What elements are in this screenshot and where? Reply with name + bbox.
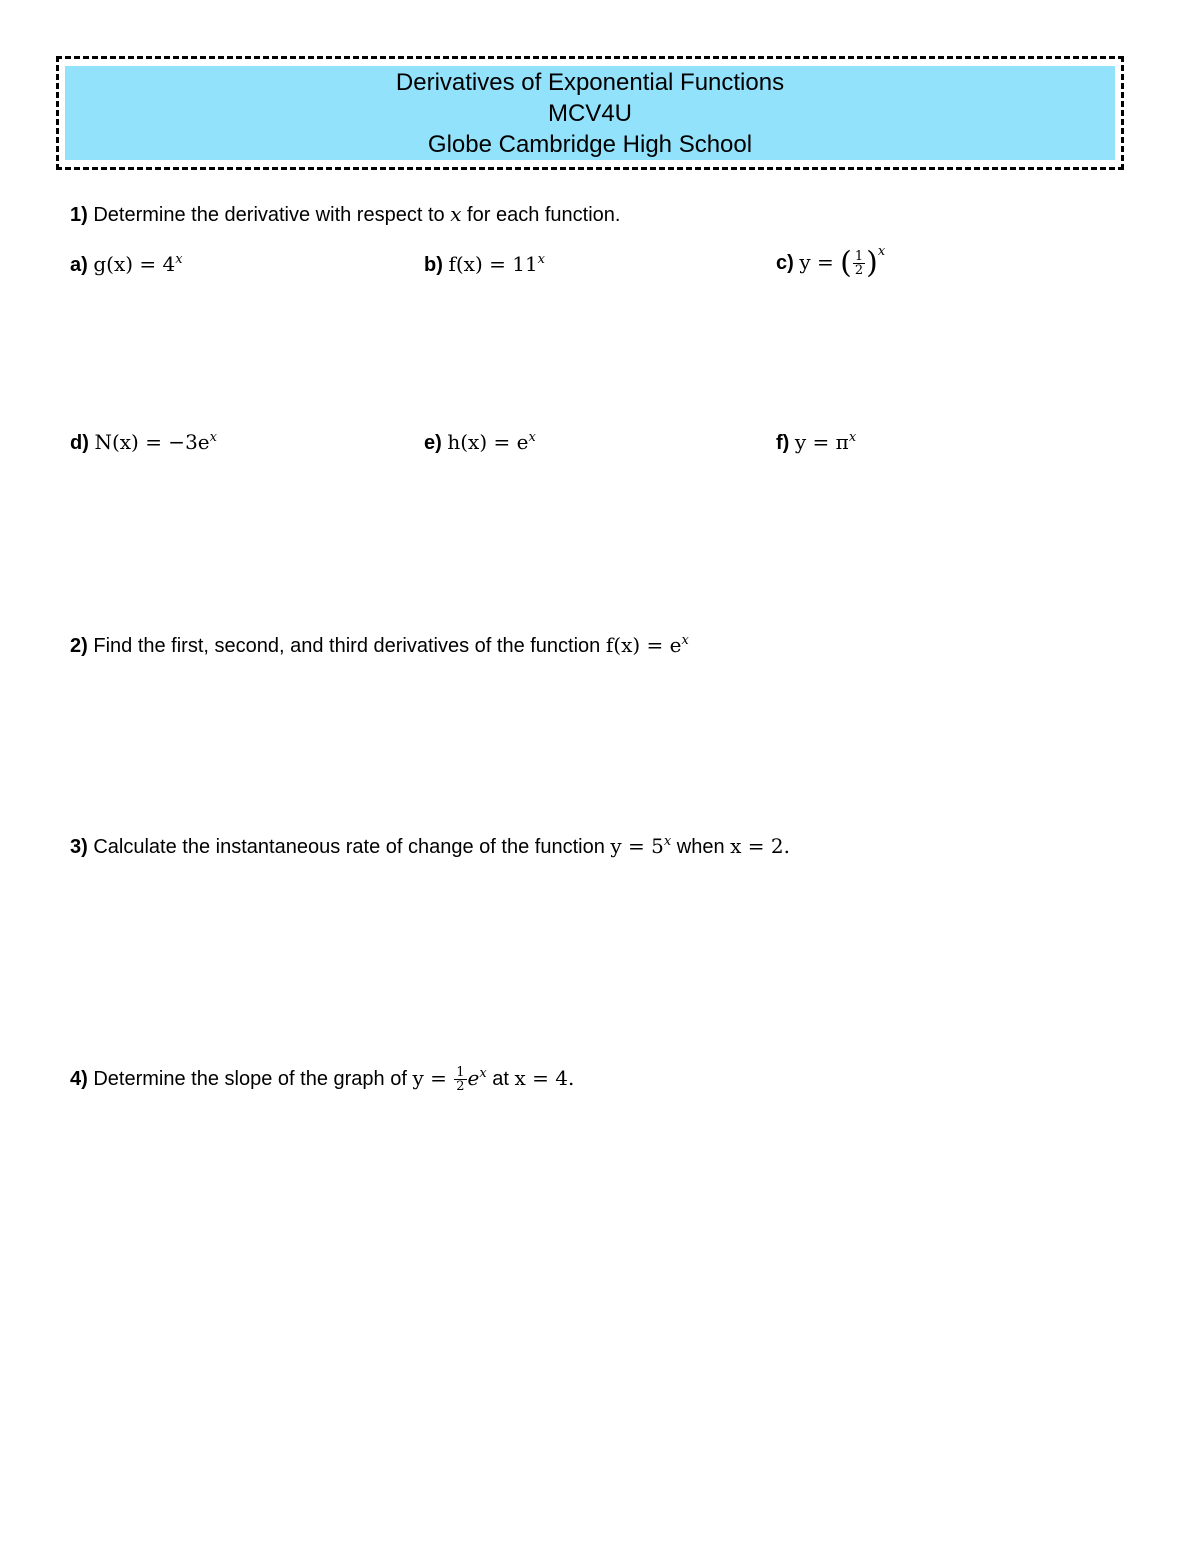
question-3-expression: y = 5 [610, 834, 664, 858]
question-4 [70, 1066, 574, 1093]
question-3-when: when [676, 836, 725, 858]
part-e-label: e) [424, 432, 442, 454]
part-b-expression: f(x) = 11 [448, 252, 538, 276]
part-c-label: c) [776, 252, 794, 274]
part-f-expression: y = π [794, 430, 849, 454]
part-a-expression: g(x) = 4 [93, 252, 176, 276]
question-2-exponent: x [681, 633, 689, 648]
part-a-label: a) [70, 254, 88, 276]
part-c-exponent: x [877, 244, 886, 259]
part-e [424, 430, 536, 455]
part-b-exponent: x [537, 252, 546, 267]
question-4-fraction: $\frac{1}{2}$ [456, 1065, 465, 1095]
part-c-fraction: $\frac{1}{2}$ [854, 249, 864, 279]
question-2-number: 2) [70, 635, 88, 657]
question-1-text-end: for each function. [467, 204, 621, 226]
question-3-exponent: x [663, 834, 672, 849]
question-4-exponent: x [479, 1066, 487, 1081]
question-4-text: Determine the slope of the graph of [93, 1068, 407, 1090]
question-3-text: Calculate the instantaneous rate of change of the function [93, 836, 605, 858]
question-1-number: 1) [70, 204, 88, 226]
part-e-exponent: x [528, 430, 536, 445]
part-c-expression: y = [799, 250, 841, 274]
title-box [56, 56, 1124, 170]
question-1 [70, 202, 620, 227]
part-b [424, 252, 545, 277]
question-3-condition: x = 2. [730, 834, 791, 858]
part-f-exponent: x [848, 430, 857, 445]
question-3-number: 3) [70, 836, 88, 858]
question-1-text: Determine the derivative with respect to [93, 204, 445, 226]
question-4-expression: y = [412, 1066, 454, 1090]
title-banner [65, 66, 1115, 160]
part-d [70, 430, 217, 455]
question-4-at: at [492, 1068, 509, 1090]
worksheet-title: Derivatives of Exponential Functions [395, 68, 785, 96]
part-f [776, 430, 856, 455]
part-d-expression: N(x) = −3e [94, 430, 210, 454]
question-1-variable: x [450, 202, 462, 226]
part-b-label: b) [424, 254, 443, 276]
question-2-text: Find the first, second, and third derivatives of the function [93, 635, 601, 657]
part-d-label: d) [70, 432, 89, 454]
question-4-base: e [467, 1066, 480, 1090]
question-4-number: 4) [70, 1068, 88, 1090]
part-a-exponent: x [175, 252, 183, 267]
course-code: MCV4U [547, 99, 632, 127]
part-f-label: f) [776, 432, 790, 454]
question-3 [70, 834, 790, 859]
part-e-expression: h(x) = e [447, 430, 529, 454]
school-name: Globe Cambridge High School [427, 130, 753, 158]
question-4-condition: x = 4. [514, 1066, 575, 1090]
part-d-exponent: x [209, 430, 217, 445]
question-2 [70, 633, 689, 658]
part-c: c) y = ( $\frac{1}{2}$ )$^x$ [776, 244, 886, 281]
question-2-expression: f(x) = e [605, 633, 682, 657]
part-a [70, 252, 183, 277]
